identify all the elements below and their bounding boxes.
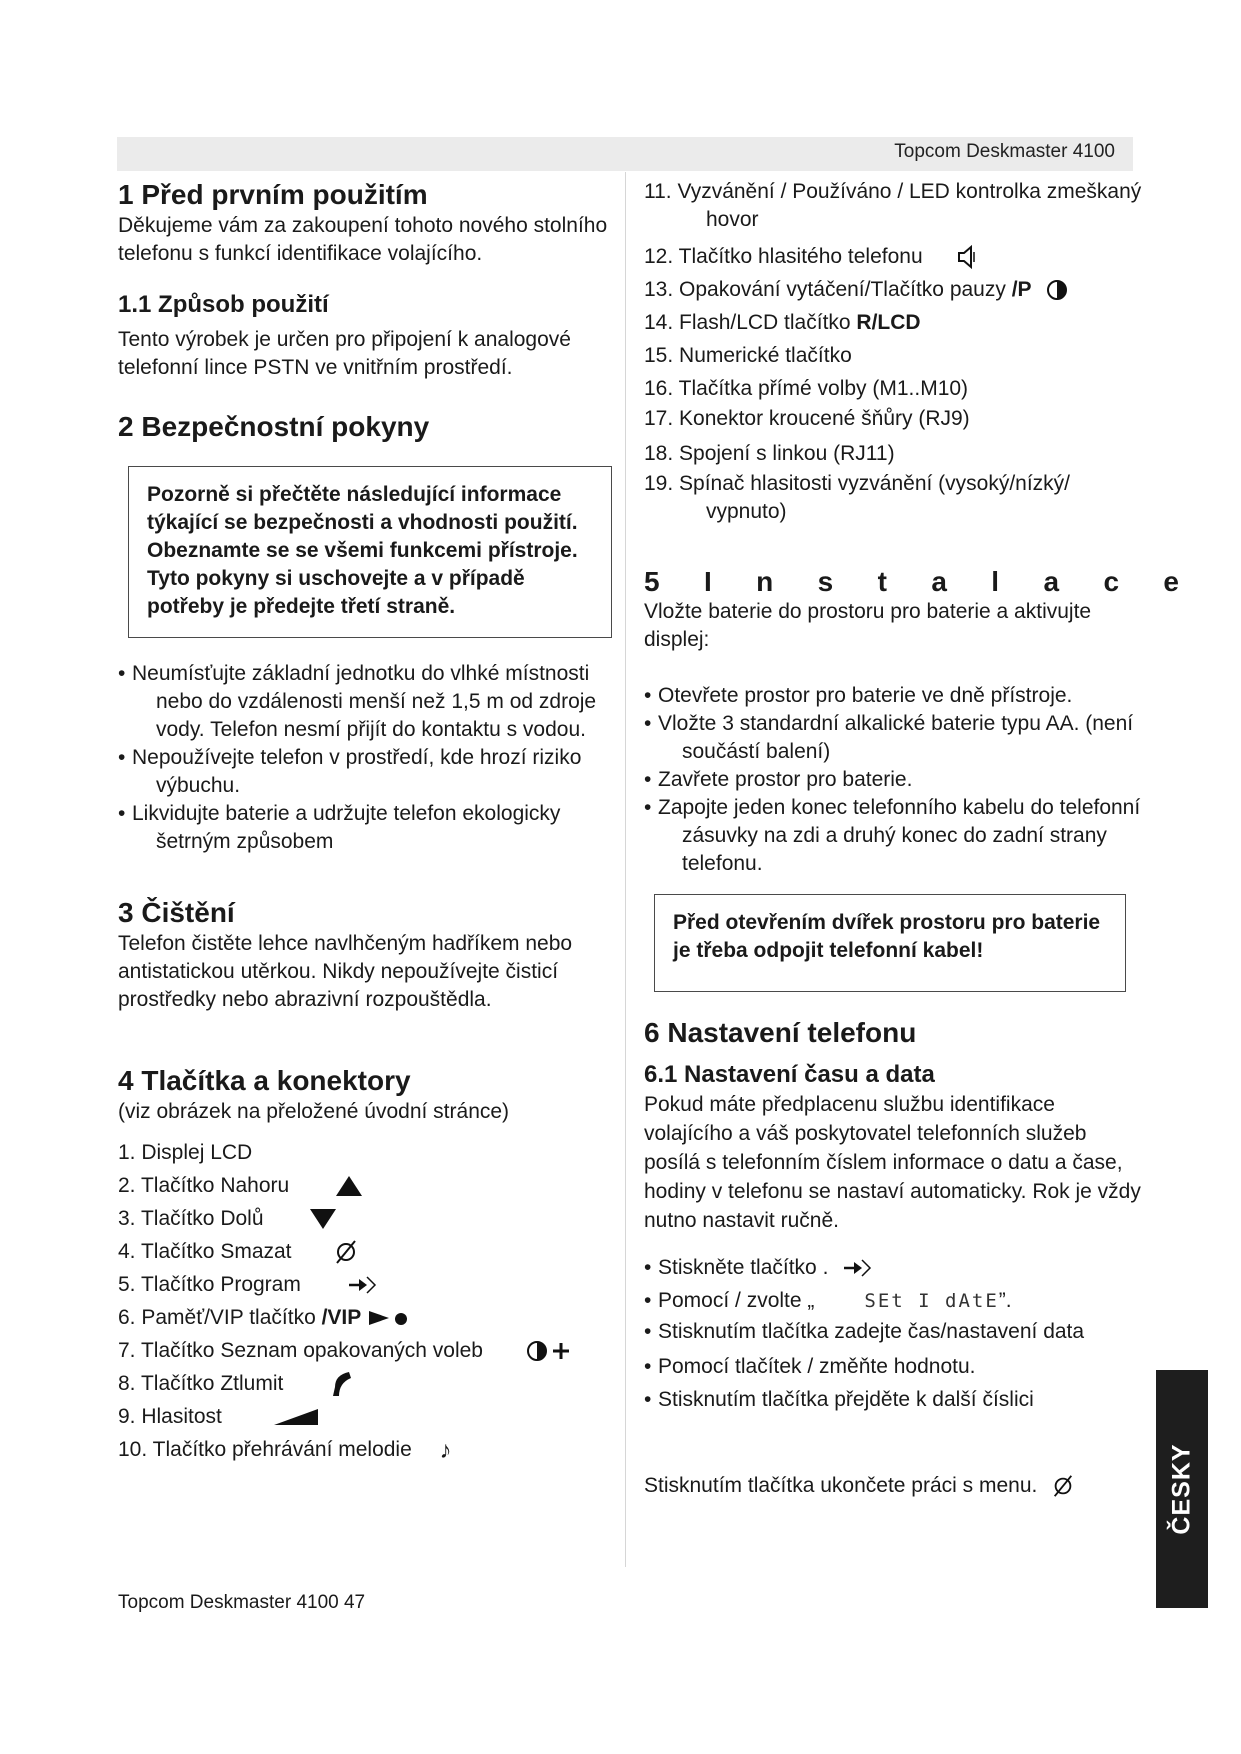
install-list <box>644 682 1144 878</box>
vip-memory-icon <box>367 1308 411 1328</box>
lcd-readout: SEt I dAtE <box>864 1290 999 1312</box>
section-1-title: 1 Před prvním použitím <box>118 179 428 210</box>
delete-icon <box>333 1239 359 1265</box>
list-item: 9. Hlasitost <box>118 1400 608 1433</box>
list-item: 7. Tlačítko Seznam opakovaných voleb <box>118 1334 608 1367</box>
list-item: 19. Spínač hlasitosti vyzvánění (vysoký/nízký/ vypnuto) <box>644 472 1071 523</box>
list-item: • Pomocí tlačítek / změňte hodnotu. <box>644 1355 976 1378</box>
list-item: 10. Tlačítko přehrávání melodie ♪ <box>118 1433 608 1467</box>
footer-text: Topcom Deskmaster 4100 47 <box>118 1592 366 1613</box>
list-item: • Otevřete prostor pro baterie ve dně přístroje. <box>644 684 1073 707</box>
list-item: 2. Tlačítko Nahoru <box>118 1169 608 1202</box>
settings-steps <box>644 1251 1144 1416</box>
delete-icon <box>1051 1474 1075 1498</box>
cable-warning-box: Před otevřením dvířek prostoru pro baterie je třeba odpojit telefonní kabel! <box>654 894 1126 992</box>
safety-list <box>118 660 608 856</box>
list-item: • Stiskněte tlačítko . <box>644 1251 1144 1284</box>
column-divider <box>625 172 626 1567</box>
pause-icon <box>1045 279 1071 301</box>
list-item: • Zapojte jeden konec telefonního kabelu do telefonní zásuvky na zdi a druhý konec do zadní strany telefonu. <box>644 796 1141 875</box>
list-item: 12. Tlačítko hlasitého telefonu <box>644 240 1144 273</box>
arrow-down-icon <box>309 1208 337 1230</box>
list-item: 1. Displej LCD <box>118 1141 253 1164</box>
list-item: 8. Tlačítko Ztlumit <box>118 1367 608 1400</box>
right-column <box>644 178 1179 1500</box>
section-5-title: 5 I n s t a l a c e <box>644 566 1179 597</box>
list-item: 3. Tlačítko Dolů <box>118 1202 608 1235</box>
list-item: 11. Vyzvánění / Používáno / LED kontrolka zmeškaný hovor <box>644 180 1142 231</box>
connectors-list <box>644 178 1144 526</box>
list-item: 16. Tlačítka přímé volby (M1..M10) <box>644 377 969 400</box>
exit-menu-text: Stisknutím tlačítka ukončete práci s menu. <box>644 1472 1144 1500</box>
section-3-title: 3 Čištění <box>118 897 235 928</box>
left-column <box>118 178 608 1467</box>
mute-icon <box>329 1369 355 1399</box>
speaker-icon <box>956 244 978 270</box>
list-item: 17. Konektor kroucené šňůry (RJ9) <box>644 407 970 430</box>
list-item: 4. Tlačítko Smazat <box>118 1235 608 1268</box>
melody-icon: ♪ <box>439 1436 452 1464</box>
section-5-text: Vložte baterie do prostoru pro baterie a aktivujte displej: <box>644 600 1092 651</box>
section-4-title: 4 Tlačítka a konektory <box>118 1065 411 1096</box>
list-item: 6. Paměť/VIP tlačítko /VIP <box>118 1301 608 1334</box>
language-tab <box>1156 1370 1208 1608</box>
program-icon <box>842 1257 872 1279</box>
header-title: Topcom Deskmaster 4100 <box>894 141 1115 162</box>
safety-notice-box: Pozorně si přečtěte následující informace týkající se bezpečnosti a vhodnosti použití. Obeznamte se se všemi funkcemi přístroje. Tyto pokyny si uschovejte a v případě potřeby je předejte třetí straně. <box>128 466 612 638</box>
list-item: 14. Flash/LCD tlačítko R/LCD <box>644 311 921 334</box>
language-tab-label: ČESKY <box>1167 1443 1196 1535</box>
list-item: • Neumísťujte základní jednotku do vlhké místnosti nebo do vzdálenosti menší než 1,5 m od zdroje vody. Telefon nesmí přijít do kontaktu s vodou. <box>118 662 597 741</box>
section-4-subtitle: (viz obrázek na přeložené úvodní stránce) <box>118 1100 510 1123</box>
buttons-list <box>118 1136 608 1467</box>
arrow-up-icon <box>335 1175 363 1197</box>
redial-list-icon <box>525 1339 575 1363</box>
list-item: 15. Numerické tlačítko <box>644 344 852 367</box>
list-item: • Vložte 3 standardní alkalické baterie typu AA. (není součástí balení) <box>644 712 1134 763</box>
section-1-1-title: 1.1 Způsob použití <box>118 291 329 318</box>
list-item: • Zavřete prostor pro baterie. <box>644 768 913 791</box>
section-3-text: Telefon čistěte lehce navlhčeným hadříkem nebo antistatickou utěrkou. Nikdy nepoužívejte čisticí prostředky nebo abrazivní rozpouštědla. <box>118 932 573 1011</box>
list-item: 13. Opakování vytáčení/Tlačítko pauzy /P <box>644 273 1144 306</box>
list-item: 5. Tlačítko Program <box>118 1268 608 1301</box>
program-icon <box>347 1274 377 1296</box>
list-item: 18. Spojení s linkou (RJ11) <box>644 442 895 465</box>
list-item: • Stisknutím tlačítka přejděte k další číslici <box>644 1388 1034 1411</box>
volume-icon <box>272 1407 320 1427</box>
section-1-text: Děkujeme vám za zakoupení tohoto nového stolního telefonu s funkcí identifikace volajícího. <box>118 214 608 265</box>
list-item: • Stisknutím tlačítka zadejte čas/nastavení data <box>644 1320 1085 1343</box>
section-2-title: 2 Bezpečnostní pokyny <box>118 411 430 442</box>
header-bar <box>117 137 1133 171</box>
list-item: • Nepoužívejte telefon v prostředí, kde hrozí riziko výbuchu. <box>118 746 582 797</box>
section-6-1-text: Pokud máte předplacenu službu identifikace volajícího a váš poskytovatel telefonních služeb posílá s telefonním číslem informace o datu a čase, hodiny v telefonu se nastaví automaticky. Rok je vždy nutno nastavit ručně. <box>644 1093 1141 1232</box>
section-6-1-title: 6.1 Nastavení času a data <box>644 1061 935 1088</box>
list-item: • Pomocí / zvolte „ SEt I dAtE”. <box>644 1289 1012 1312</box>
section-6-title: 6 Nastavení telefonu <box>644 1017 917 1048</box>
list-item: • Likvidujte baterie a udržujte telefon ekologicky šetrným způsobem <box>118 802 561 853</box>
section-1-1-text: Tento výrobek je určen pro připojení k analogové telefonní lince PSTN ve vnitřním prostředí. <box>118 328 571 379</box>
